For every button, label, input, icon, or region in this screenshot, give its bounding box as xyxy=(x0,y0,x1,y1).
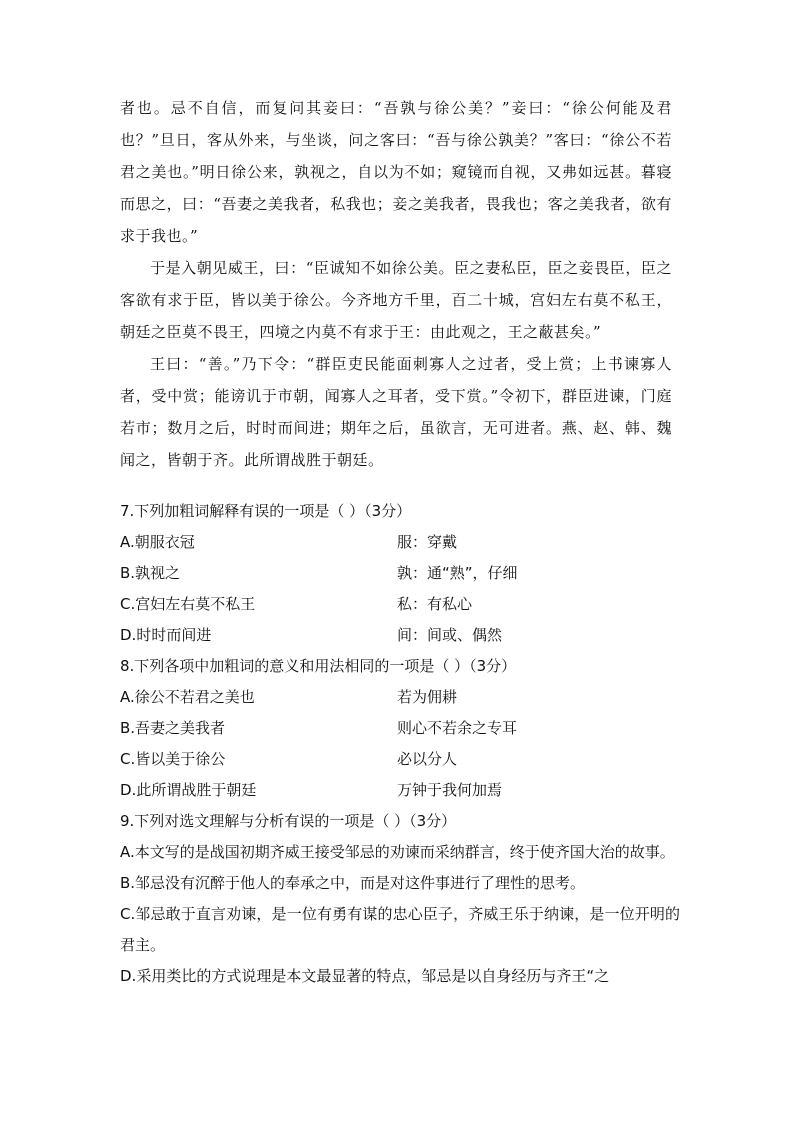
passage-paragraph-3: 王曰：“善。”乃下令：“群臣吏民能面刺寡人之过者，受上赏；上书谏寡人者，受中赏；能谤讥于市朝，闻寡人之耳者，受下赏。”令初下，群臣进谏，门庭若市；数月之后，时时而间进；期年之后，虽欲言，无可进者。燕、赵、韩、魏闻之，皆朝于齐。此所谓战胜于朝廷。 xyxy=(120,355,672,469)
question-8-option-d xyxy=(120,775,680,806)
option-explanation: 间：间或、偶然 xyxy=(397,626,503,644)
option-comparison: 若为佣耕 xyxy=(397,688,458,706)
option-text: B.孰视之 xyxy=(120,564,181,582)
option-explanation: 孰：通“熟”，仔细 xyxy=(397,564,518,582)
option-comparison: 则心不若余之专耳 xyxy=(397,719,518,737)
passage-paragraph-1: 者也。忌不自信，而复问其妾曰：“吾孰与徐公美？”妾曰：“徐公何能及君也？”旦日，客从外来，与坐谈，问之客曰：“吾与徐公孰美？”客曰：“徐公不若君之美也。”明日徐公来，孰视之，自以为不如；窥镜而自视，又弗如远甚。暮寝而思之，曰：“吾妻之美我者，私我也；妾之美我者，畏我也；客之美我者，欲有求于我也。” xyxy=(120,99,672,245)
question-8-stem: 8.下列各项中加粗词的意义和用法相同的一项是（ ）（3分） xyxy=(120,657,517,675)
question-7-stem: 7.下列加粗词解释有误的一项是（ ）（3分） xyxy=(120,502,412,520)
question-7-option-d xyxy=(120,620,680,651)
question-7-option-a xyxy=(120,527,680,558)
option-text: A.徐公不若君之美也 xyxy=(120,688,255,706)
question-7 xyxy=(120,496,680,651)
option-text: D.此所谓战胜于朝廷 xyxy=(120,781,257,799)
question-9-option-a: A.本文写的是战国初期齐威王接受邹忌的劝谏而采纳群言，终于使齐国大治的故事。 xyxy=(120,843,675,861)
question-9-option-b: B.邹忌没有沉醉于他人的奉承之中，而是对这件事进行了理性的思考。 xyxy=(120,874,586,892)
option-comparison: 万钟于我何加焉 xyxy=(397,781,503,799)
option-text: D.时时而间进 xyxy=(120,626,212,644)
question-section xyxy=(120,496,680,992)
question-9-option-c: C.邹忌敢于直言劝谏，是一位有勇有谋的忠心臣子，齐威王乐于纳谏，是一位开明的君主。 xyxy=(120,905,680,954)
option-explanation: 服：穿戴 xyxy=(397,533,458,551)
classical-passage xyxy=(120,92,672,476)
question-8-option-a xyxy=(120,682,680,713)
passage-paragraph-2: 于是入朝见威王，曰：“臣诚知不如徐公美。臣之妻私臣，臣之妾畏臣，臣之客欲有求于臣，皆以美于徐公。今齐地方千里，百二十城，宫妇左右莫不私王，朝廷之臣莫不畏王，四境之内莫不有求于王：由此观之，王之蔽甚矣。” xyxy=(120,259,672,341)
question-9-option-d: D.采用类比的方式说理是本文最显著的特点，邹忌是以自身经历与齐王“之 xyxy=(120,967,610,985)
option-explanation: 私：有私心 xyxy=(397,595,473,613)
question-8-option-c xyxy=(120,744,680,775)
question-8-option-b xyxy=(120,713,680,744)
question-8 xyxy=(120,651,680,806)
question-7-option-c xyxy=(120,589,680,620)
option-text: A.朝服衣冠 xyxy=(120,533,195,551)
question-9-stem: 9.下列对选文理解与分析有误的一项是（ ）（3分） xyxy=(120,812,457,830)
option-text: C.皆以美于徐公 xyxy=(120,750,226,768)
option-text: B.吾妻之美我者 xyxy=(120,719,226,737)
option-text: C.宫妇左右莫不私王 xyxy=(120,595,256,613)
question-7-option-b xyxy=(120,558,680,589)
option-comparison: 必以分人 xyxy=(397,750,458,768)
question-9 xyxy=(120,806,680,992)
